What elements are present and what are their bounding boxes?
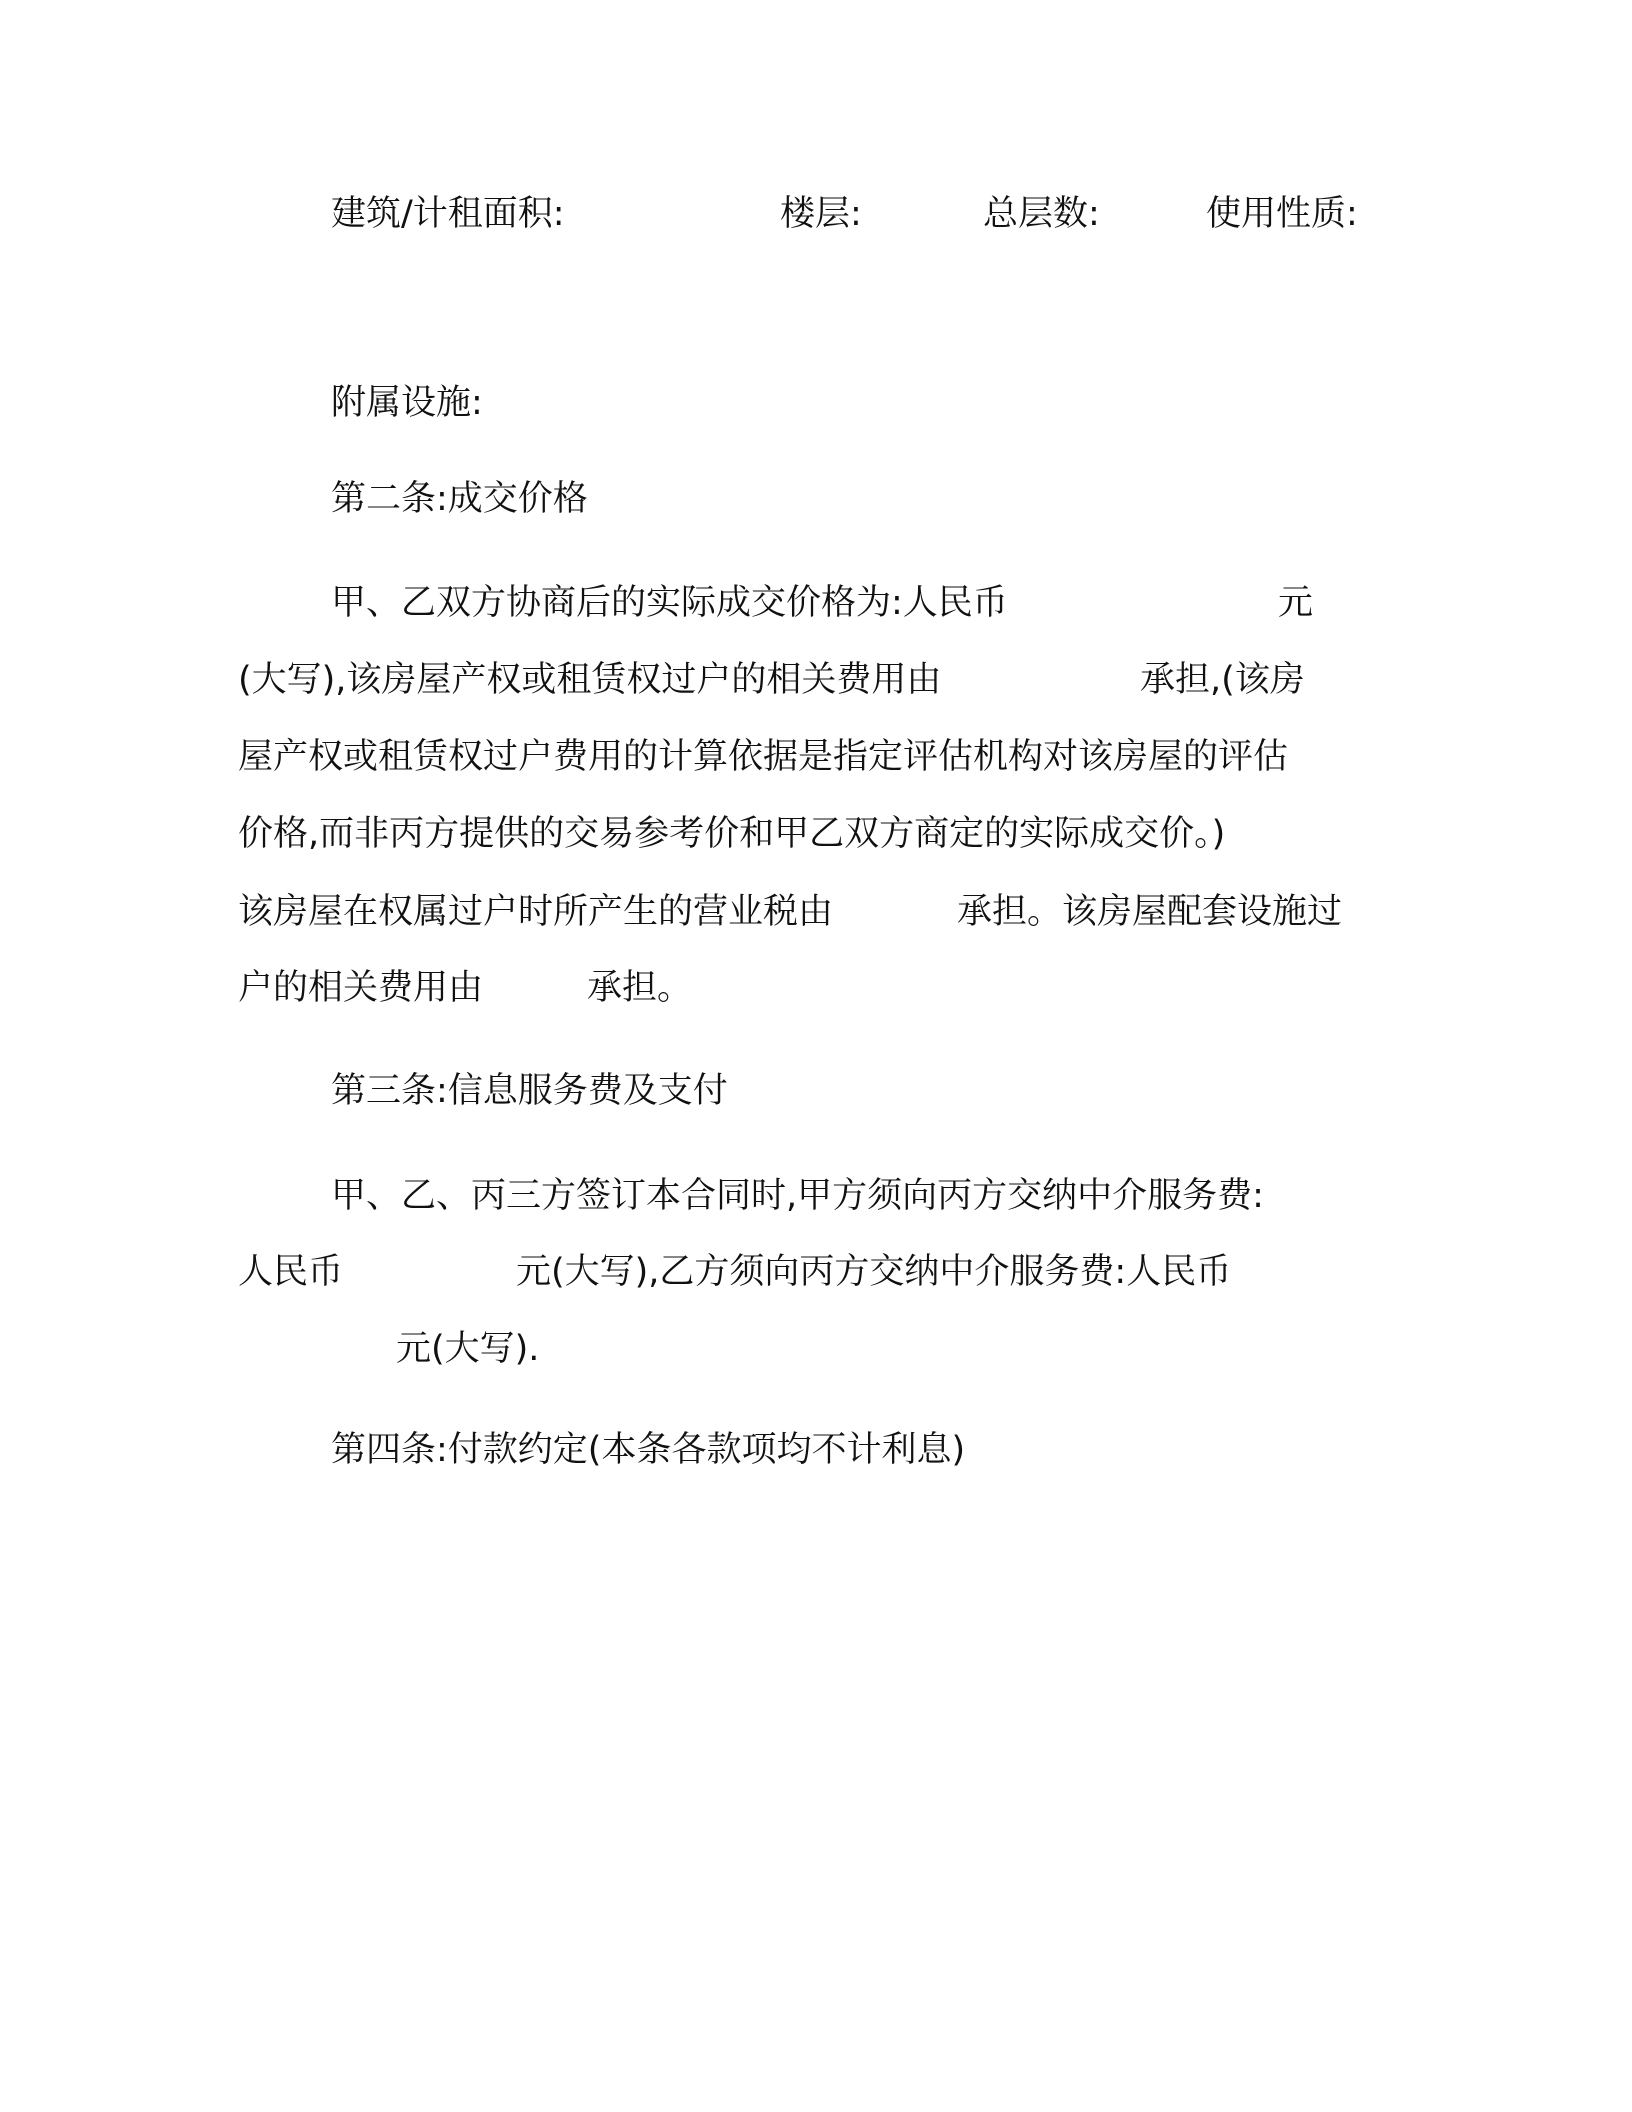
facilities-label: 附属设施: (331, 383, 483, 423)
article4-heading: 第四条:付款约定(本条各款项均不计利息) (331, 1430, 966, 1470)
article3-line: 甲、乙、丙三方签订本合同时,甲方须向丙方交纳中介服务费: (331, 1176, 1264, 1216)
article2-line: 承担,(该房 (1140, 660, 1305, 700)
article2-line: 承担。该房屋配套设施过 (957, 892, 1343, 932)
article2-line: 元 (1278, 583, 1314, 623)
article2-line: 甲、乙双方协商后的实际成交价格为:人民币 (331, 583, 1008, 623)
article3-heading: 第三条:信息服务费及支付 (331, 1071, 728, 1111)
total-floors-label: 总层数: (983, 194, 1100, 234)
floor-label: 楼层: (780, 194, 862, 234)
article2-heading: 第二条:成交价格 (331, 479, 588, 519)
usage-label: 使用性质: (1206, 194, 1358, 234)
article2-line: 价格,而非丙方提供的交易参考价和甲乙双方商定的实际成交价。) (238, 814, 1226, 854)
area-label: 建筑/计租面积: (331, 194, 565, 234)
article2-line: 户的相关费用由 (238, 968, 484, 1008)
article3-line: 元(大写). (396, 1329, 540, 1369)
article2-line: 承担。 (587, 968, 693, 1008)
article2-line: 屋产权或租赁权过户费用的计算依据是指定评估机构对该房屋的评估 (238, 737, 1289, 777)
article2-line: 该房屋在权属过户时所产生的营业税由 (238, 892, 834, 932)
article3-line: 元(大写),乙方须向丙方交纳中介服务费:人民币 (516, 1252, 1232, 1292)
article3-line: 人民币 (238, 1252, 344, 1292)
article2-line: (大写),该房屋产权或租赁权过户的相关费用由 (238, 660, 942, 700)
